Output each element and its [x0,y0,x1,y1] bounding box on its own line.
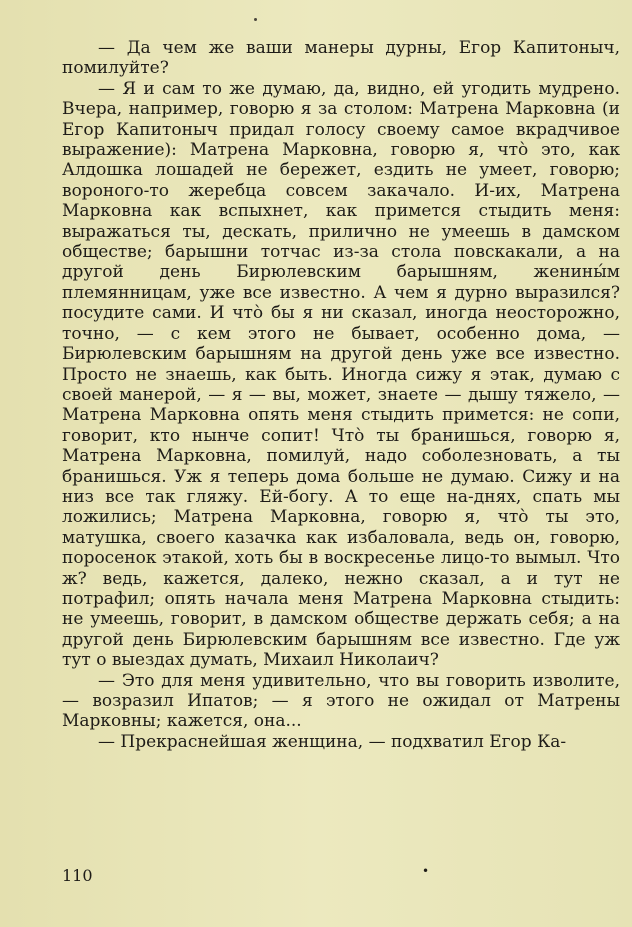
page-number: 110 [62,866,93,885]
page-body [62,38,620,752]
paragraph: — Я и сам то же думаю, да, видно, ей угодить мудрено. Вчера, например, говорю я за столом: Матрена Марковна (и Егор Капитоныч придал голосу своему самое вкрадчивое выражение): Матрена Марковна, говорю я, что̀ это, как Алдошка лошадей не бережет, ездить не умеет, говорю; вороного-то жеребца совсем закачало. И-их, Матрена Марковна как вспыхнет, как примется стыдить меня: выражаться ты, дескать, прилично не умеешь в дамском обществе; барышни тотчас из-за стола повскакали, а на другой день Бирюлевским барышням, женины́м племянницам, уже все известно. А чем я дурно выразился? посудите сами. И что̀ бы я ни сказал, иногда неосторожно, точно, — с кем этого не бывает, особенно дома, — Бирюлевским барышням на другой день уже все известно. Просто не знаешь, как быть. Иногда сижу я этак, думаю с своей манерой, — я — вы, может, знаете — дышу тяжело, — Матрена Марковна опять меня стыдить примется: не сопи, говорит, кто нынче сопит! Что̀ ты бранишься, говорю я, Матрена Марковна, помилуй, надо соболезновать, а ты бранишься. Уж я теперь дома больше не думаю. Сижу и на низ все так гляжу. Ей-богу. А то еще на-днях, спать мы ложились; Матрена Марковна, говорю я, что̀ ты это, матушка, своего казачка как избаловала, ведь он, говорю, поросенок этакой, хоть бы в воскресенье лицо-то вымыл. Что ж? ведь, кажется, далеко, нежно сказал, а и тут не потрафил; опять начала меня Матрена Марковна стыдить: не умеешь, говорит, в дамском обществе держать себя; а на другой день Бирюлевским барышням все известно. Где уж тут о выездах думать, Михаил Николаич? [62,78,620,671]
footer-mark: • [422,864,430,878]
paragraph: — Это для меня удивительно, что вы говорить изволите, — возразил Ипатов; — я этого не ожидал от Матрены Марковны; кажется, она... [62,670,620,732]
ink-speck [254,18,257,21]
page-footer [62,866,620,886]
paragraph: — Прекраснейшая женщина, — подхватил Егор Ка- [98,731,567,752]
paragraph: — Да чем же ваши манеры дурны, Егор Капитоныч, помилуйте? [62,38,620,79]
